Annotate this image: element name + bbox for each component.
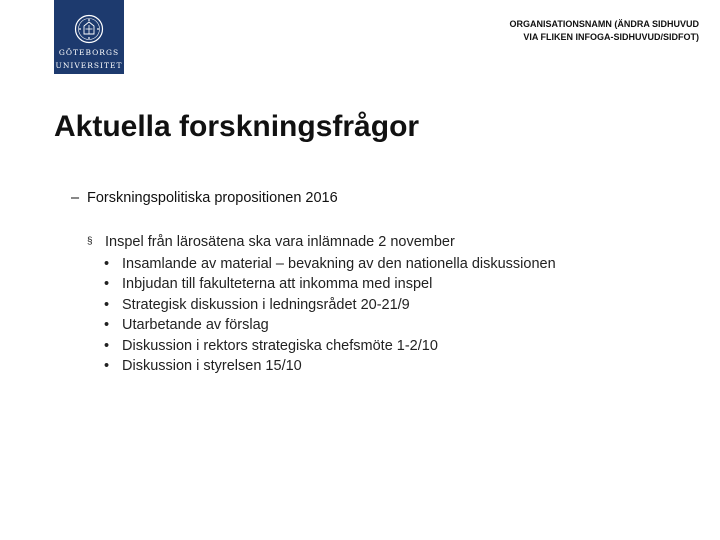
bullet-marker: •: [104, 296, 110, 313]
list-item: [104, 356, 556, 376]
list-item: [104, 274, 556, 294]
bullet-list-level3: [104, 254, 556, 376]
list-item-text: Diskussion i rektors strategiska chefsmöte 1-2/10: [122, 337, 438, 354]
bullet-level1-text: Forskningspolitiska propositionen 2016: [87, 190, 338, 206]
bullet-level1: [71, 190, 338, 206]
bullet-level2: [87, 234, 455, 250]
logo-wordmark-line2: UNIVERSITET: [55, 61, 123, 70]
university-logo: [54, 0, 124, 74]
list-item: [104, 336, 556, 356]
slide-title: Aktuella forskningsfrågor: [54, 110, 420, 143]
list-item-text: Insamlande av material – bevakning av den nationella diskussionen: [122, 256, 556, 272]
bullet-marker: •: [104, 276, 110, 293]
list-item: [104, 295, 556, 315]
list-item-text: Utarbetande av förslag: [122, 317, 269, 334]
list-item: [104, 254, 556, 274]
header-note: ORGANISATIONSNAMN (ÄNDRA SIDHUVUD VIA FLIKEN INFOGA-SIDHUVUD/SIDFOT): [509, 19, 699, 42]
list-item-text: Strategisk diskussion i ledningsrådet 20-21/9: [122, 296, 410, 313]
bullet-level2-text: Inspel från lärosätena ska vara inlämnade 2 november: [105, 234, 455, 250]
list-item-text: Inbjudan till fakulteterna att inkomma med inspel: [122, 276, 433, 293]
dash-marker: –: [71, 190, 80, 206]
bullet-marker: •: [104, 317, 110, 334]
logo-wordmark-line1: GÖTEBORGS: [58, 48, 120, 57]
section-marker: §: [87, 236, 93, 247]
bullet-marker: •: [104, 337, 110, 354]
seal-icon: [74, 14, 104, 44]
list-item: [104, 315, 556, 335]
bullet-marker: •: [104, 256, 110, 272]
bullet-marker: •: [104, 357, 110, 374]
list-item-text: Diskussion i styrelsen 15/10: [122, 357, 302, 374]
